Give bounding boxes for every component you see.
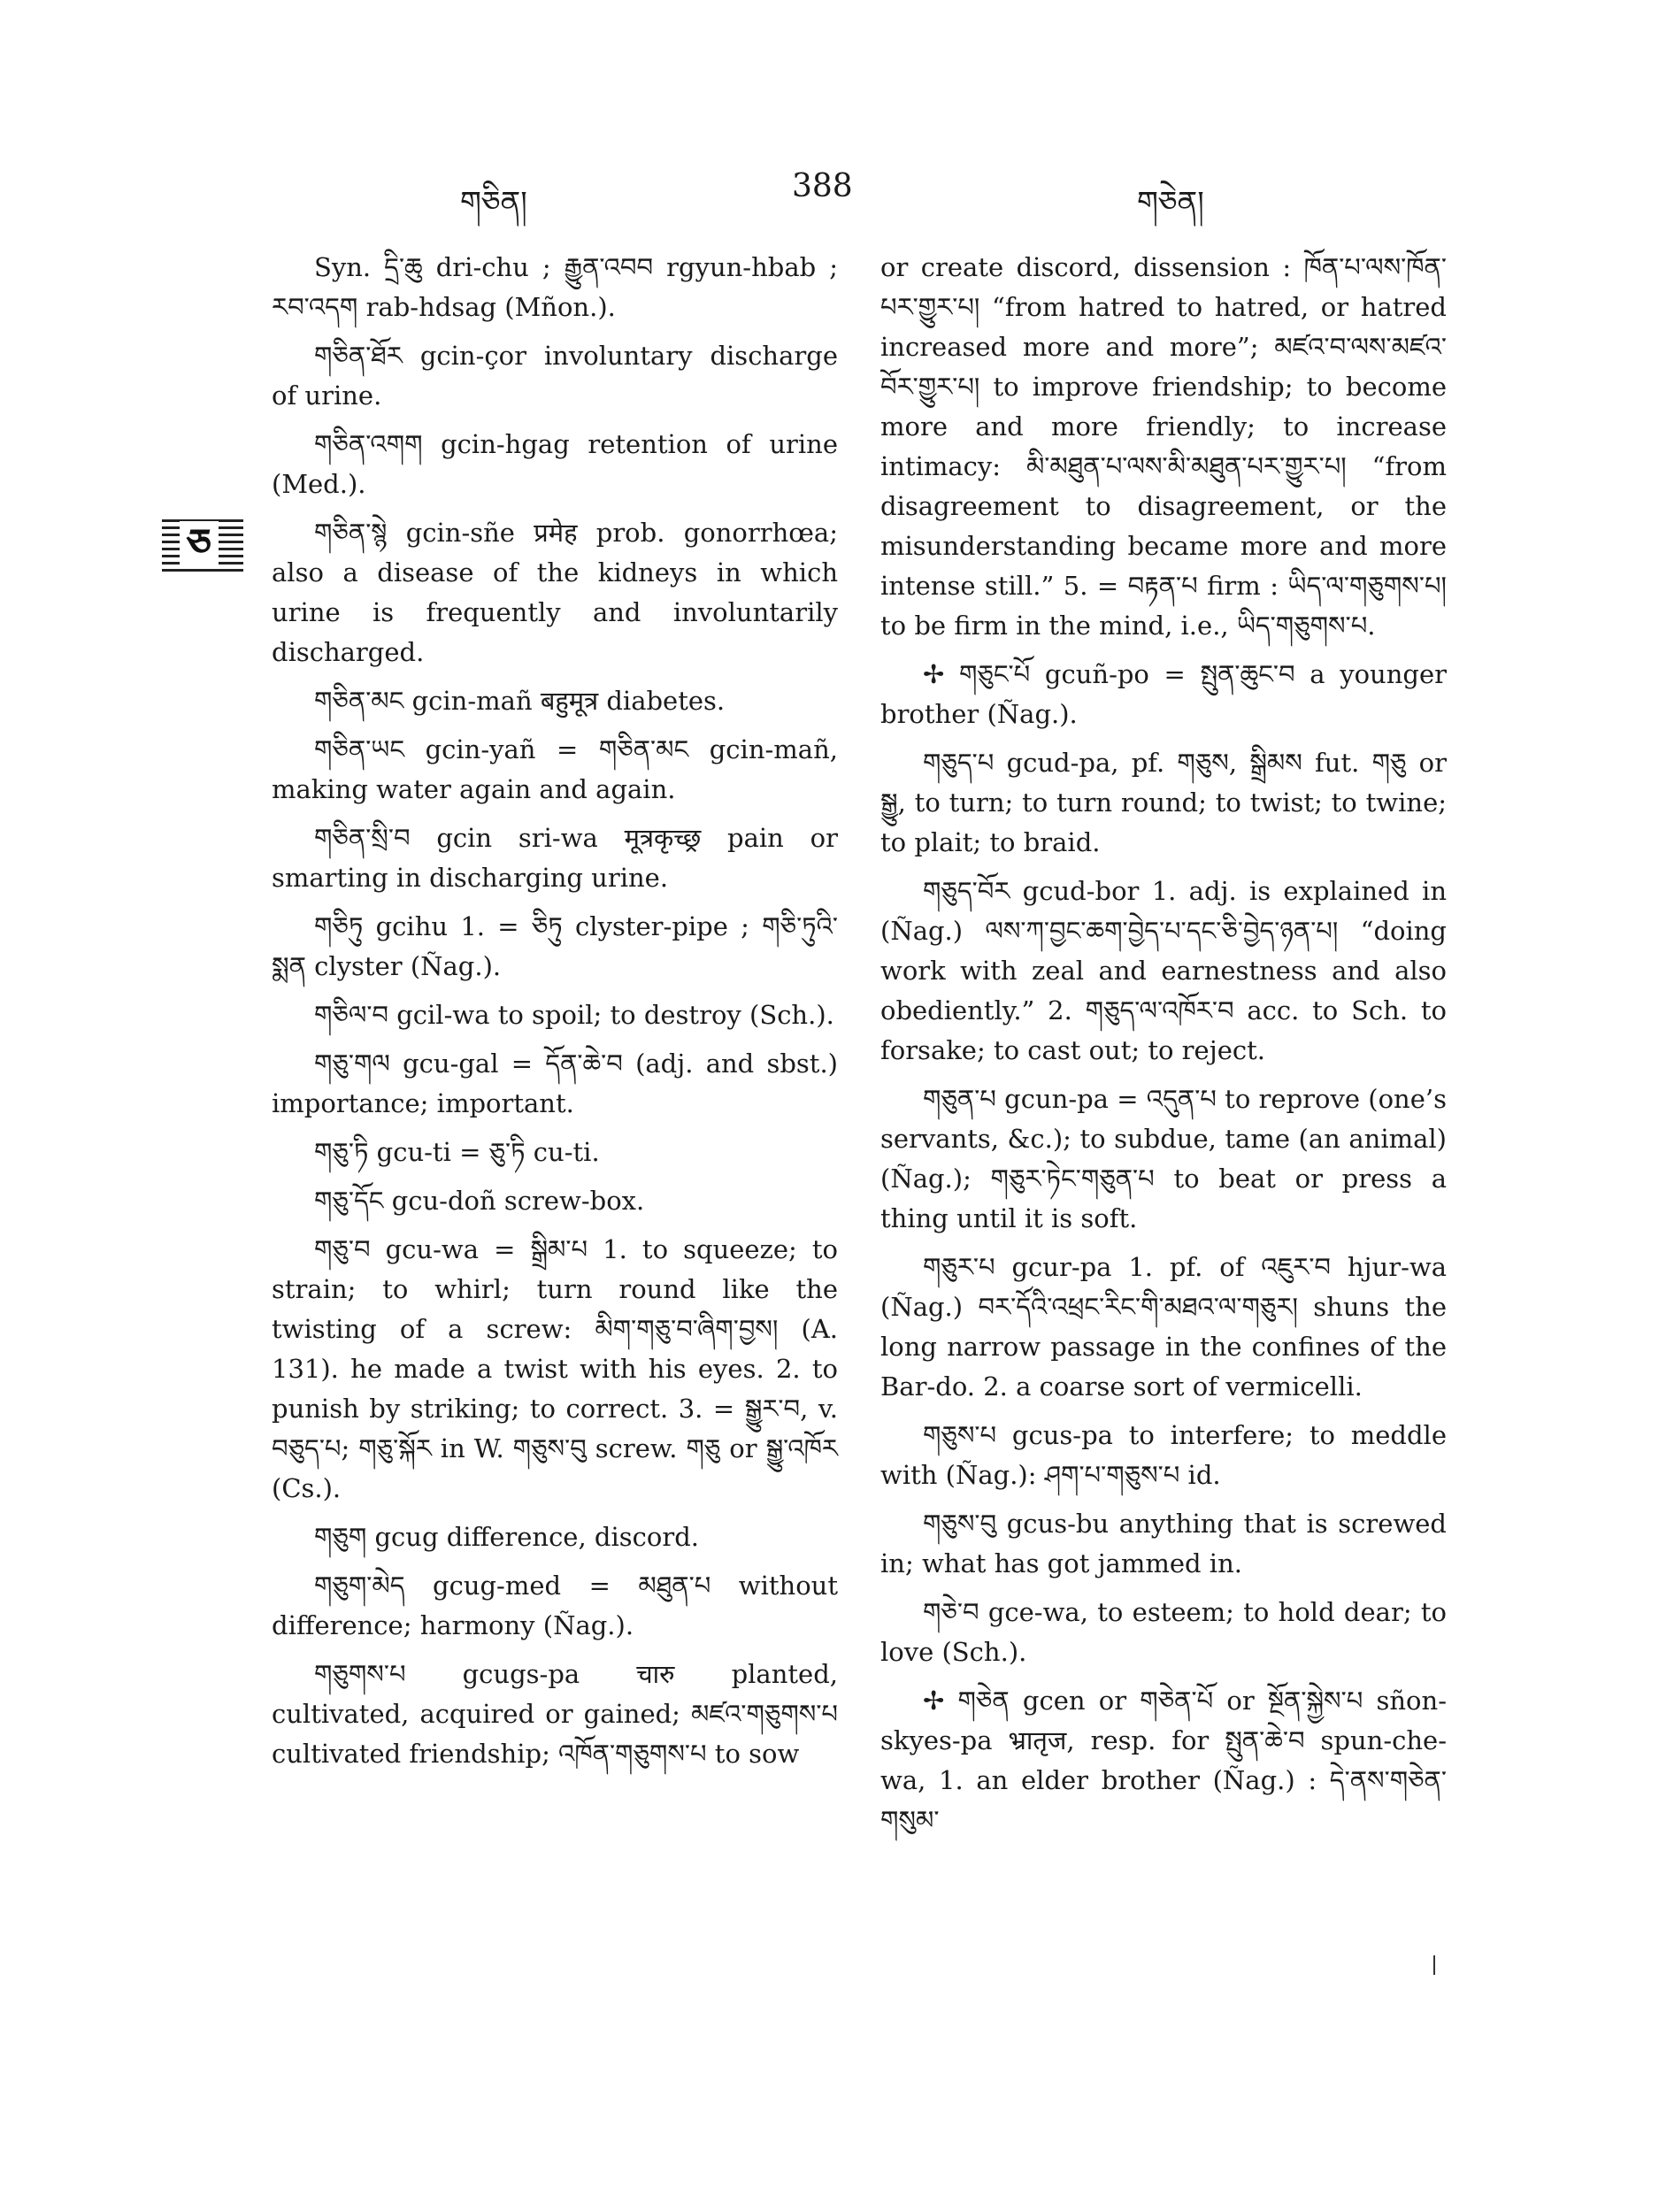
dictionary-entry: གཅིན་འགག gcin-hgag retention of urine (Med.). [272, 429, 838, 499]
dictionary-entry-continuation: or create discord, dissension : ཁོན་པ་ལས་ཁོན་པར་གྱུར་པ། “from hatred to hatred, or hatred increased more and more”; མཛའ་བ་ལས་མཛའ་བོར་གྱུར་པ། to improve friendship; to become more and more friendly; to increase intimacy: མི་མཐུན་པ་ལས་མི་མཐུན་པར་གྱུར་པ། “from disagreement to disagreement, or the misunderstanding became more and more intense still.” 5. = བརྟན་པ firm : ཡིད་ལ་གཅུགས་པ། to be firm in the mind, i.e., ཡིད་གཅུགས་པ. [880, 252, 1447, 641]
dictionary-entry: གཅུད་བོར gcud-bor 1. adj. is explained in (Ñag.) ལས་ཀ་བྱང་ཆག་བྱེད་པ་དང་ཅི་བྱེད་ཉན་པ། “doing work with zeal and earnestness and also obediently.” 2. གཅུད་ལ་འཁོར་བ acc. to Sch. to forsake; to cast out; to reject. [880, 876, 1447, 1065]
dictionary-entry: གཅིལ་བ gcil-wa to spoil; to destroy (Sch.). [314, 1000, 834, 1030]
dictionary-entry: གཅུན་པ gcun-pa = འདུན་པ to reprove (one’s servants, &c.); to subdue, tame (an animal) (Ñag.); གཅུར་ཏེང་གཅུན་པ to beat or press a thing until it is soft. [880, 1084, 1447, 1233]
dictionary-entry: གཅུས་བུ gcus-bu anything that is screwed in; what has got jammed in. [880, 1509, 1447, 1578]
dictionary-entry: གཅུགས་པ gcugs-pa चारु planted, cultivated, acquired or gained; མཛའ་གཅུགས་པ cultivated friendship; འཁོན་གཅུགས་པ to sow [272, 1659, 838, 1769]
dictionary-entry: ✢ གཅེན gcen or གཅེན་པོ or སྔོན་སྐྱེས་པ sñon-skyes-pa भ्रातृज, resp. for སྤུན་ཆེ་བ spun-che-wa, 1. an elder brother (Ñag.) : དེ་ནས་གཅེན་གསུམ་ [880, 1686, 1447, 1835]
dictionary-entry: གཅུ་གལ gcu-gal = དོན་ཆེ་བ (adj. and sbst.) importance; important. [272, 1048, 838, 1118]
dictionary-entry: གཅུ་བ gcu-wa = སྒྲིམ་པ 1. to squeeze; to strain; to whirl; turn round like the twisting of a screw: མིག་གཅུ་བ་ཞིག་བྱས། (A. 131). he made a twist with his eyes. 2. to punish by striking; to correct. 3. = སྒྱུར་བ, v. བཅུད་པ; གཅུ་སྐོར in W. གཅུས་བུ screw. གཅུ or སྒྱུ་འཁོར (Cs.). [272, 1234, 838, 1503]
dictionary-entry: གཅིན་ཐོར gcin-çor involuntary discharge of urine. [272, 341, 838, 411]
dictionary-entry: གཅེ་བ gce-wa, to esteem; to hold dear; to love (Sch.). [880, 1597, 1447, 1667]
dictionary-entry: གཅུས་པ gcus-pa to interfere; to meddle with (Ñag.): ཤག་པ་གཅུས་པ id. [880, 1420, 1447, 1490]
dictionary-entry: གཅིན་ཡང gcin-yañ = གཅིན་མང gcin-mañ, making water again and again. [272, 734, 838, 804]
dictionary-entry: གཅུ་དོང gcu-doñ screw-box. [314, 1186, 645, 1216]
header-left-guideword: གཅིན། [460, 185, 527, 220]
dictionary-entry: གཅིན་སྲི་བ gcin sri-wa मूत्रकृच्छ्र pain or smarting in discharging urine. [272, 823, 838, 893]
dictionary-entry: གཅུག gcug difference, discord. [314, 1522, 699, 1552]
dictionary-entry: གཅིཏུ gcihu 1. = ཅིཏུ clyster-pipe ; གཅི་ཏུའི་སྨན clyster (Ñag.). [272, 911, 838, 981]
thumb-index-tab [162, 516, 243, 574]
scan-mark [1433, 1955, 1435, 1975]
page-header [0, 168, 1659, 221]
dictionary-entry: གཅུད་པ gcud-pa, pf. གཅུས, སྒྲིམས fut. གཅུ or སྒྱུ, to turn; to turn round; to twist; to twine; to plait; to braid. [880, 748, 1447, 857]
left-column [272, 248, 838, 1783]
right-column [880, 248, 1447, 1849]
dictionary-entry: གཅུར་པ gcur-pa 1. pf. of འཇུར་བ hjur-wa (Ñag.) བར་དོའི་འཕྲང་རིང་གི་མཐའ་ལ་གཅུར། shuns the long narrow passage in the confines of the Bar-do. 2. a coarse sort of vermicelli. [880, 1252, 1447, 1402]
page-number: 388 [792, 168, 853, 204]
dictionary-entry: ✢ གཅུང་པོ gcuñ-po = སྤུན་ཆུང་བ a younger brother (Ñag.). [880, 659, 1447, 729]
header-right-guideword: གཅེན། [1137, 185, 1204, 220]
thumb-tab-letter: ཅ [180, 521, 219, 567]
dictionary-entry: གཅུ་ཏི gcu-ti = ཅུ་ཏི cu-ti. [314, 1137, 600, 1167]
dictionary-entry: གཅུག་མེད gcug-med = མཐུན་པ without difference; harmony (Ñag.). [272, 1571, 838, 1640]
dictionary-entry: གཅིན་མང gcin-mañ बहुमूत्र diabetes. [314, 686, 726, 716]
dictionary-entry: Syn. དྲི་ཆུ dri-chu ; རྒྱུན་འབབ rgyun-hbab ; རབ་འདག rab-hdsag (Mñon.). [272, 252, 838, 322]
tab-rule [162, 569, 243, 572]
dictionary-entry: གཅིན་སྙེ gcin-sñe प्रमेह prob. gonorrhœa; also a disease of the kidneys in which urine is frequently and involuntarily discharged. [272, 518, 838, 667]
